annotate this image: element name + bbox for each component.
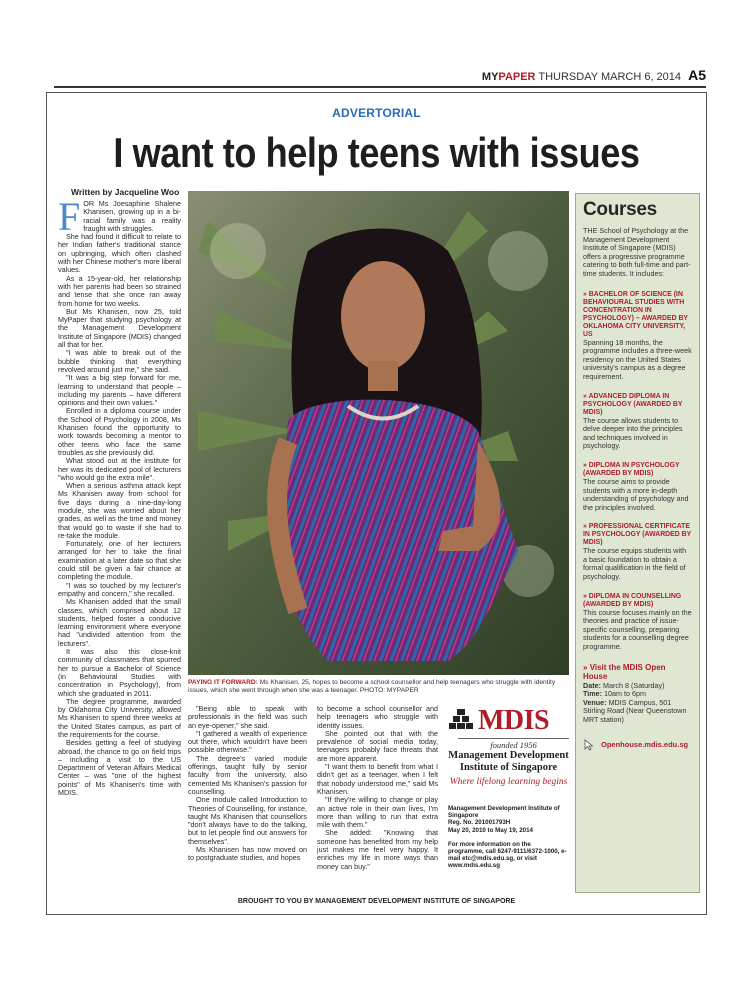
drop-cap: F: [58, 194, 81, 239]
paragraph: "It was a big step forward for me, learning to understand that people – including my parents – have different opinions and their own values.": [58, 373, 181, 408]
paragraph: "Being able to speak with professionals in the field was such an eye-opener," she said.: [188, 704, 307, 730]
paragraph: Enrolled in a diploma course under the School of Psychology in 2008, Ms Khanisen found the opportunity to work towards becoming a mentor to other teens who face the same troubles as she previously did.: [58, 406, 181, 457]
issue-day: THURSDAY: [538, 71, 598, 83]
course-description: Spanning 18 months, the programme includes a three-week residency on the United States university's campus as a degree requirement.: [583, 337, 692, 381]
open-house-time: Time: 10am to 6pm: [583, 689, 646, 699]
article-column-3: [317, 705, 438, 871]
photo-caption: [188, 679, 573, 695]
paragraph: When a serious asthma attack kept Ms Khanisen away from school for five days during a nine-day-long module, she was worried about her grades, as well as the time and money that would go to waste if she had to re-take the module.: [58, 481, 181, 540]
registration-info: [448, 805, 568, 870]
chevron-right-icon: »: [583, 523, 587, 531]
institute-name-line-2: Institute of Singapore: [459, 762, 558, 773]
paragraph: "I gathered a wealth of experience out there, which wouldn't have been possible otherwise.": [188, 728, 307, 755]
caption-text: Ms Khanisen, 25, hopes to become a school counsellor and help teenagers who struggle with identity issues, which she went through when she was a teenager. PHOTO: MYPAPER: [188, 679, 556, 694]
open-house-date: Date: March 8 (Saturday): [583, 680, 665, 690]
paragraph: She pointed out that with the prevalence of social media today, teenagers probably face threats that are more apparent.: [317, 728, 438, 763]
course-item: [583, 523, 692, 581]
course-title: DIPLOMA IN COUNSELLING (AWARDED BY MDIS): [583, 592, 682, 608]
reg-number: Reg. No. 201001793H: [448, 819, 511, 827]
chevron-right-icon: »: [583, 592, 587, 600]
paragraph: What stood out at the institute for her was its dedicated pool of lecturers "who would go the extra mile".: [58, 456, 181, 482]
kicker: ADVERTORIAL: [332, 106, 421, 120]
open-house-url: Openhouse.mdis.edu.sg: [601, 740, 689, 750]
paragraph: As a 15-year-old, her relationship with her parents had been so strained and tense that she once ran away from home for two weeks.: [58, 273, 181, 308]
course-title: PROFESSIONAL CERTIFICATE IN PSYCHOLOGY (AWARDED BY MDIS): [583, 523, 692, 547]
institute-name-line-1: Management Development: [448, 750, 569, 761]
course-item: [583, 291, 692, 382]
open-house-link[interactable]: [583, 739, 692, 751]
paragraph: She had found it difficult to relate to her Indian father's traditional stance on upbringing, which often clashed with her Chinese mother's more liberal values.: [58, 232, 181, 275]
paragraph: Ms Khanisen has now moved on to postgraduate studies, and hopes: [188, 845, 307, 863]
paragraph: But Ms Khanisen, now 25, told MyPaper that studying psychology at the Management Development Institute of Singapore (MDIS) changed all that for her.: [58, 306, 181, 350]
course-item: [583, 593, 692, 652]
course-description: This course focuses mainly on the theories and practice of issue-specific counselling, preparing students for a counselling degree programme.: [583, 607, 692, 652]
chevron-right-icon: »: [583, 290, 587, 298]
byline: Written by Jacqueline Woo: [71, 187, 180, 197]
open-house-venue: Venue: MDIS Campus, 501 Stirling Road (Near Queenstown MRT station): [583, 697, 687, 724]
open-house-heading: [583, 663, 692, 682]
paragraph: Ms Khanisen added that the small classes, which comprised about 12 students, helped foster a conducive learning environment where everyone had "undivided attention from the lecturers".: [58, 597, 181, 648]
course-item: [583, 393, 692, 451]
headline: I want to help teens with issues: [113, 129, 640, 176]
course-description: The course allows students to delve deeper into the principles and techniques involved in psychology.: [583, 415, 683, 451]
chevron-right-icon: »: [583, 392, 587, 400]
paragraph: One module called Introduction to Theories of Counselling, for instance, taught Ms Khanisen that counsellors "don't always have to do the talking, but to let people find out answers for themselves".: [188, 795, 307, 846]
sponsor-footer: BROUGHT TO YOU BY MANAGEMENT DEVELOPMENT INSTITUTE OF SINGAPORE: [237, 898, 516, 905]
chevron-right-icon: »: [583, 461, 587, 469]
courses-sidebar: [575, 193, 700, 893]
publication-name: MYPAPER: [481, 71, 536, 83]
course-description: The course aims to provide students with a more in-depth understanding of psychology and the principles involved.: [583, 476, 689, 512]
caption-tag: PAYING IT FORWARD:: [188, 679, 258, 686]
reg-period: May 20, 2010 to May 19, 2014: [448, 826, 533, 834]
institute-tagline: Where lifelong learning begins: [449, 777, 568, 787]
paragraph: She added: "Knowing that someone has benefited from my help just makes me feel very happy. It enriches my life in more ways than money can buy.": [317, 828, 438, 871]
mdis-emblem-icon: [448, 708, 474, 734]
article-column-2: [188, 705, 307, 863]
course-title: DIPLOMA IN PSYCHOLOGY (AWARDED BY MDIS): [583, 461, 680, 477]
paragraph: Besides getting a feel of studying abroad, the chance to go on field trips – including a visit to the US Department of Veteran Affairs Medical Center – was "one of the highest points" of Ms Khanisen's time with MDIS.: [58, 738, 181, 798]
paragraph: "If they're willing to change or play an active role in their own lives, I'm more than willing to run that extra mile with them.": [317, 795, 438, 830]
paragraph: Fortunately, one of her lecturers arranged for her to take the final examination at a later date so that she could still be given a fair chance at completing the module.: [58, 539, 181, 582]
course-item: [583, 462, 692, 512]
chevron-right-icon: »: [583, 662, 588, 672]
portrait-illustration: [188, 191, 569, 675]
open-house-title: Visit the MDIS Open House: [583, 662, 666, 682]
contact-info: For more information on the programme, call 6247-9111/6372-1000, e-mail etc@mdis.edu.sg, or visit www.mdis.edu.sg: [448, 840, 567, 870]
paragraph: "I was so touched by my lecturer's empathy and concern," she recalled.: [58, 580, 181, 598]
portrait-photo: [188, 191, 569, 675]
paragraph: "I want them to benefit from what I didn't get as a teenager, when I felt that nobody understood me," said Ms Khanisen.: [317, 762, 438, 796]
mdis-logo: [448, 706, 569, 787]
page-header: [54, 64, 706, 88]
article-column-1: [58, 194, 181, 798]
course-title: BACHELOR OF SCIENCE (IN BEHAVIOURAL STUDIES WITH CONCENTRATION IN PSYCHOLOGY) – AWARDED BY OKLAHOMA CITY UNIVERSITY, US: [583, 290, 688, 338]
founded-line: founded 1956: [458, 738, 569, 750]
paragraph: The degree programme, awarded by Oklahoma City University, allowed Ms Khanisen to spend three weeks at the United States campus, as part of the requirements for the course.: [58, 696, 181, 739]
issue-date: MARCH 6, 2014: [600, 71, 682, 83]
sidebar-title: Courses: [583, 199, 657, 220]
sidebar-intro: THE School of Psychology at the Management Development Institute of Singapore (MDIS) offers a progressive programme catering to both full-time and part-time students. It includes:: [583, 226, 691, 278]
page-number: A5: [688, 67, 706, 83]
course-title: ADVANCED DIPLOMA IN PSYCHOLOGY (AWARDED BY MDIS): [583, 392, 683, 416]
paragraph: FOR Ms Joesaphine Shalene Khanisen, growing up in a bi-racial family was a reality fraught with struggles.: [58, 194, 181, 239]
course-description: The course equips students with a basic foundation to obtain a formal qualification in the field of psychology.: [583, 546, 687, 582]
mdis-wordmark: MDIS: [478, 705, 550, 736]
paragraph: The degree's varied module offerings, taught fully by senior faculty from the university, also cemented Ms Khanisen's passion for counselling.: [188, 753, 307, 796]
reg-name: Management Development Institute of Singapore: [448, 805, 560, 820]
mouse-cursor-icon: [583, 739, 597, 751]
paragraph: to become a school counsellor and help teenagers who struggle with identity issues.: [317, 704, 438, 730]
paragraph: "I was able to break out of the bubble thinking that everything revolved around just me," she said.: [58, 348, 181, 374]
paragraph: It was also this close-knit community of classmates that spurred her to pursue a Bachelor of Science (in Behavioural Studies with concentration in Psychology), from which she graduated in 2011.: [58, 647, 181, 698]
